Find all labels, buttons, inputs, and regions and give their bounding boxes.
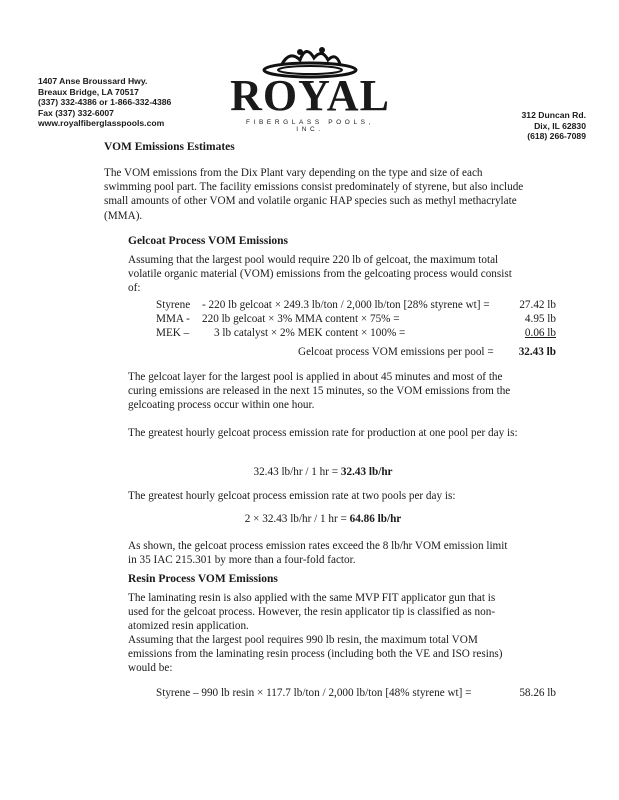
equation-result: 32.43 lb/hr xyxy=(340,466,393,478)
calc-expression: Styrene – 990 lb resin × 117.7 lb/ton / 2,000 lb/ton [48% styrene wt] = xyxy=(156,687,472,699)
total-value: 32.43 lb xyxy=(518,346,556,358)
logo-wordmark: ROYAL xyxy=(230,71,390,120)
address-line: 312 Duncan Rd. xyxy=(521,110,586,120)
intro-paragraph: The VOM emissions from the Dix Plant vary depending on the type and size of each swimming pool part. The facility emissions consist predominately of styrene, but also include small amounts of other VOM and volatile organic HAP species such as methyl methacrylate (MMA). xyxy=(104,167,524,222)
resin-heading: Resin Process VOM Emissions xyxy=(128,573,278,585)
phone-line: (337) 332-4386 or 1-866-332-4386 xyxy=(38,97,172,108)
calc-expression: 220 lb gelcoat × 3% MMA content × 75% = xyxy=(202,313,400,325)
calc-value: 27.42 lb xyxy=(519,299,556,311)
address-line: 1407 Anse Broussard Hwy. xyxy=(38,76,148,86)
logo-subtitle: FIBERGLASS POOLS, INC. xyxy=(245,119,375,133)
company-address-right xyxy=(522,110,586,142)
gelcoat-paragraph-2: The gelcoat layer for the largest pool is applied in about 45 minutes and most of the curing emissions are released in the next 15 minutes, so the VOM emissions from the gelcoating process occur within one hour. xyxy=(128,371,511,412)
equation-expression: 2 × 32.43 lb/hr / 1 hr = xyxy=(244,513,350,525)
total-label: Gelcoat process VOM emissions per pool = xyxy=(298,346,494,358)
phone-line: (618) 266-7089 xyxy=(527,131,586,142)
resin-paragraph-1: The laminating resin is also applied with the same MVP FIT applicator gun that is used for the gelcoat process. However, the resin applicator tip is classified as non-atomized resin application. xyxy=(128,592,496,633)
resin-paragraph-2: Assuming that the largest pool requires 990 lb resin, the maximum total VOM emissions from the laminating resin process (including both the VE and ISO resins) would be: xyxy=(128,634,503,675)
calc-value: 0.06 lb xyxy=(524,327,556,339)
equation-expression: 32.43 lb/hr / 1 hr = xyxy=(253,466,341,478)
calc-row-styrene xyxy=(156,298,556,312)
calc-row-mek xyxy=(156,326,556,340)
calc-value: 58.26 lb xyxy=(519,687,556,699)
gelcoat-intro: Assuming that the largest pool would require 220 lb of gelcoat, the maximum total volatile organic material (VOM) emissions from the gelcoating process would consist of: xyxy=(128,254,512,295)
document-title: VOM Emissions Estimates xyxy=(104,141,235,153)
gelcoat-paragraph-4: The greatest hourly gelcoat process emission rate at two pools per day is: xyxy=(128,490,456,502)
calc-total-row xyxy=(156,345,556,359)
calc-value: 4.95 lb xyxy=(524,313,556,325)
calc-label: Styrene xyxy=(156,299,191,311)
calc-label: MMA - xyxy=(156,313,190,325)
gelcoat-paragraph-3: The greatest hourly gelcoat process emission rate for production at one pool per day is: xyxy=(128,427,518,439)
address-line: Breaux Bridge, LA 70517 xyxy=(38,86,139,97)
equation-two-pools xyxy=(128,512,518,526)
calc-expression: 3 lb catalyst × 2% MEK content × 100% = xyxy=(214,327,406,339)
resin-calc-row xyxy=(156,686,556,700)
calc-expression: - 220 lb gelcoat × 249.3 lb/ton / 2,000 lb/ton [28% styrene wt] = xyxy=(202,299,490,311)
royal-logo xyxy=(230,40,390,133)
gelcoat-paragraph-5: As shown, the gelcoat process emission rates exceed the 8 lb/hr VOM emission limit in 35 IAC 215.301 by more than a four-fold factor. xyxy=(128,540,508,567)
equation-result: 64.86 lb/hr xyxy=(349,513,402,525)
calc-row-mma xyxy=(156,312,556,326)
address-line: Dix, IL 62830 xyxy=(534,120,586,131)
equation-one-pool xyxy=(128,465,518,479)
gelcoat-heading: Gelcoat Process VOM Emissions xyxy=(128,235,289,247)
calc-label: MEK – xyxy=(156,327,190,339)
company-address-left xyxy=(38,76,171,129)
fax-line: Fax (337) 332-6007 xyxy=(38,107,114,118)
website-link[interactable]: www.royalfiberglasspools.com xyxy=(38,118,165,129)
